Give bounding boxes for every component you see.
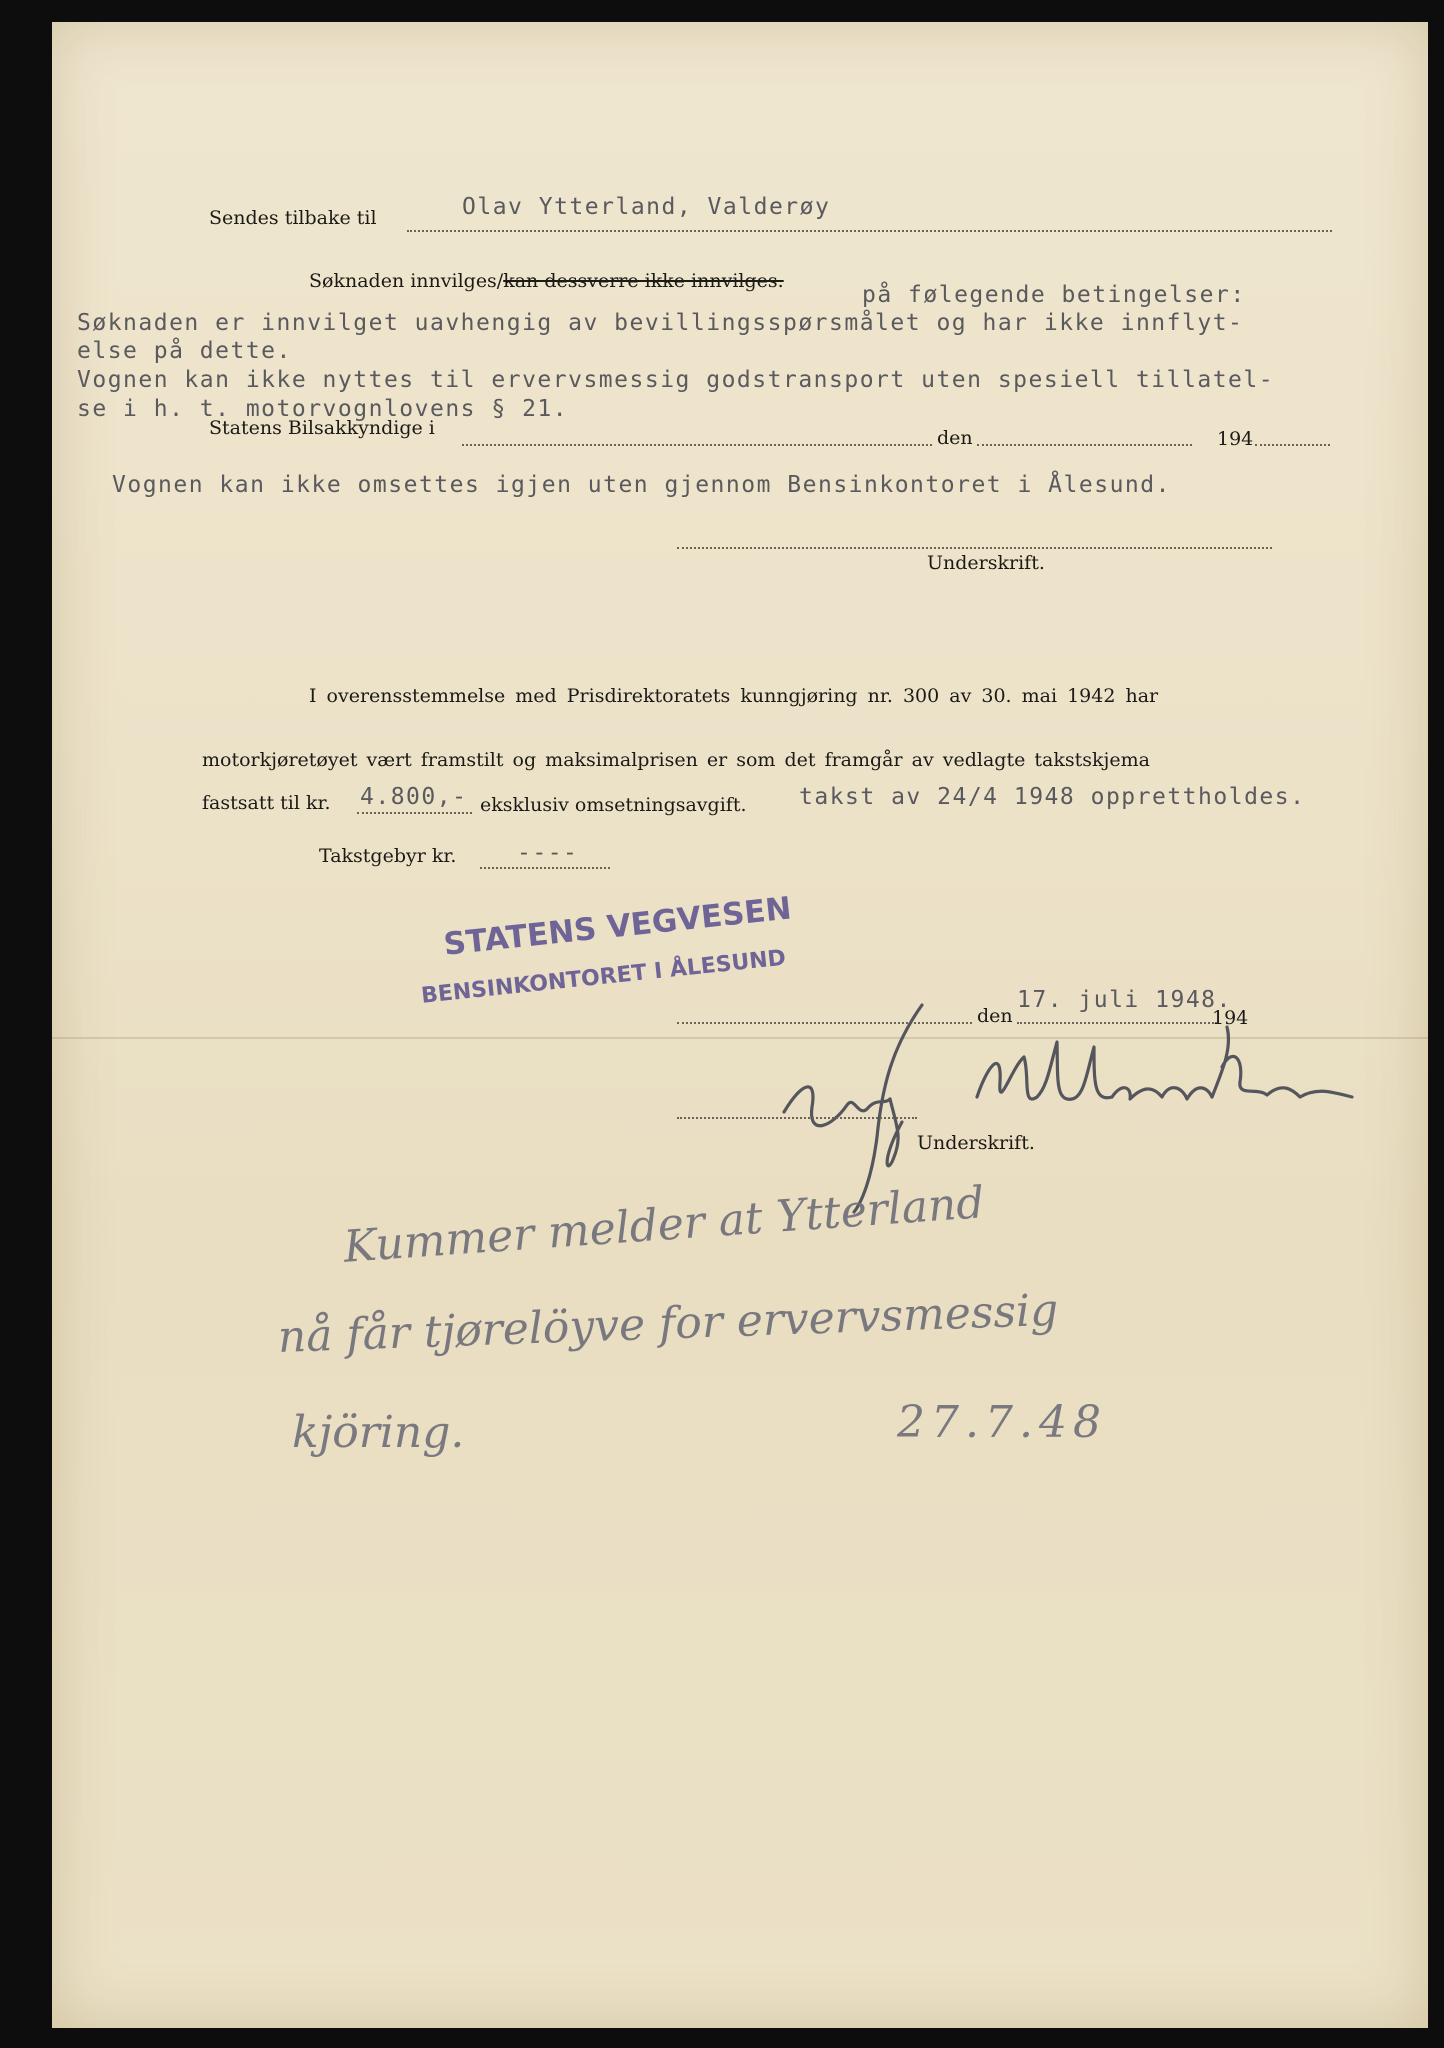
year-prefix: 194: [1217, 428, 1254, 450]
pricing-line-1: I overensstemmelse med Prisdirektoratets kunngjøring nr. 300 av 30. mai 1942 har: [309, 685, 1159, 707]
condition-line-2: else på dette.: [77, 338, 292, 364]
conditions-intro: på følegende betingelser:: [862, 282, 1246, 308]
excl-label: eksklusiv omsetningsavgift.: [480, 794, 747, 816]
date-den-label: den: [977, 1005, 1013, 1027]
fee-dotted-line: [480, 867, 610, 869]
year-dotted-line: [1255, 444, 1330, 446]
stamp-line-1: STATENS VEGVESEN: [442, 890, 794, 963]
return-value: Olav Ytterland, Valderøy: [462, 194, 831, 220]
handwritten-note-line-2: nå får tjørelöyve for ervervsmessig: [277, 1284, 1059, 1363]
den-label: den: [937, 427, 973, 449]
signature-label: Underskrift.: [927, 552, 1045, 574]
date-value: 17. juli 1948.: [1017, 987, 1232, 1013]
condition-line-4: se i h. t. motorvognlovens § 21.: [77, 396, 569, 422]
condition-line-3: Vognen kan ikke nyttes til ervervsmessig godstransport uten spesiell tillatel-: [77, 367, 1275, 393]
authority-label: Statens Bilsakkyndige i: [209, 417, 435, 439]
pricing-line-2: motorkjøretøyet vært framstilt og maksimalprisen er som det framgår av vedlagte takstskjema: [202, 749, 1150, 771]
resale-note: Vognen kan ikke omsettes igjen uten gjennom Bensinkontoret i Ålesund.: [112, 472, 1171, 498]
signature-dotted-line: [677, 547, 1272, 549]
price-value: 4.800,-: [360, 784, 468, 810]
date-dotted-line: [977, 444, 1192, 446]
application-label: [309, 270, 784, 292]
return-dotted-line: [407, 230, 1332, 232]
fee-value: ----: [517, 840, 579, 866]
return-label: Sendes tilbake til: [209, 207, 377, 229]
handwritten-note-line-1: Kummer melder at Ytterland: [342, 1177, 986, 1273]
application-denied-struck: kan dessverre ikke innvilges.: [503, 270, 784, 292]
authority-dotted-line: [462, 444, 932, 446]
date-year-prefix: 194: [1212, 1007, 1249, 1029]
price-dotted-line: [357, 812, 472, 814]
application-granted: Søknaden innvilges/: [309, 270, 504, 292]
fee-label: Takstgebyr kr.: [319, 845, 457, 867]
document-page: [52, 22, 1428, 2028]
handwritten-note-line-3: kjöring.: [292, 1407, 465, 1458]
takst-note: takst av 24/4 1948 opprettholdes.: [799, 784, 1306, 810]
condition-line-1: Søknaden er innvilget uavhengig av bevillingsspørsmålet og har ikke innflyt-: [77, 310, 1244, 336]
handwritten-note-date: 27.7.48: [897, 1397, 1107, 1448]
date-signature-dotted-line: [677, 1117, 917, 1119]
date-signature-label: Underskrift.: [917, 1132, 1035, 1154]
fixed-label: fastsatt til kr.: [202, 792, 331, 814]
stamp-line-2: BENSINKONTORET I ÅLESUND: [420, 945, 788, 1009]
